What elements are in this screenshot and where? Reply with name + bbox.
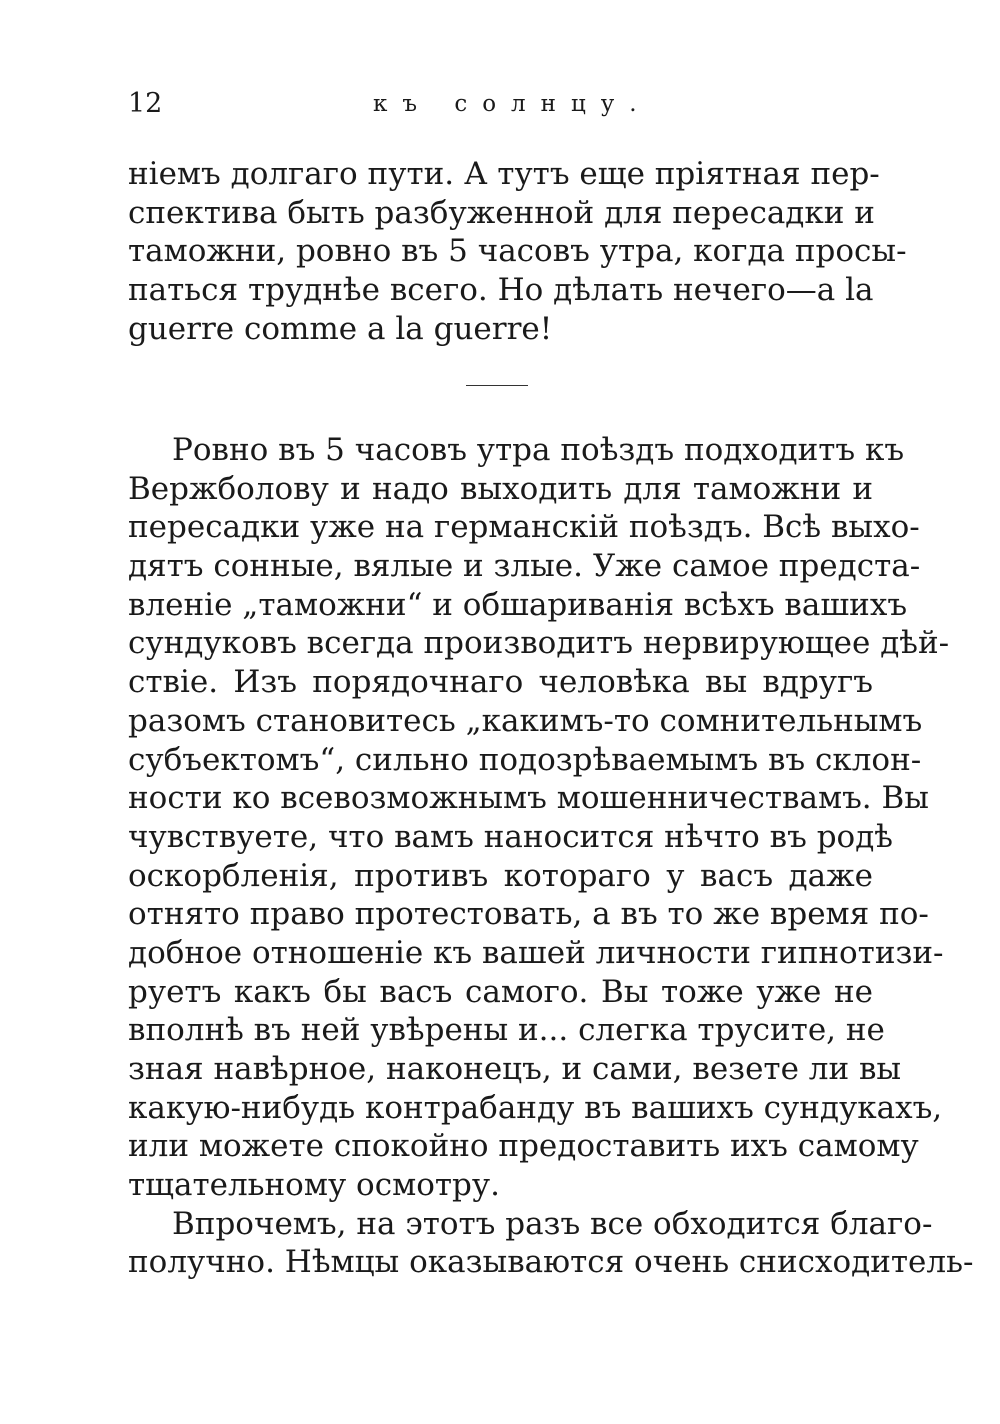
text-line: чувствуете, что вамъ наносится нѣчто въ родѣ <box>128 818 893 855</box>
text-line: дятъ сонные, вялые и злые. Уже самое предста- <box>128 548 921 585</box>
section-divider <box>466 385 528 386</box>
text-line: таможни, ровно въ 5 часовъ утра, когда просы- <box>128 233 907 270</box>
text-line: вполнѣ въ ней увѣрены и... слегка трусите, не <box>128 1012 885 1049</box>
paragraph-continued <box>128 155 907 348</box>
text-line: руетъ какъ бы васъ самого. Вы тоже уже не <box>128 973 873 1010</box>
text-line: отнято право протестовать, а въ то же время по- <box>128 896 929 933</box>
text-line: Вержболову и надо выходить для таможни и <box>128 470 873 507</box>
text-line: добное отношеніе къ вашей личности гипнотизи- <box>128 934 944 971</box>
page-number: 12 <box>128 88 163 119</box>
text-line: Впрочемъ, на этотъ разъ все обходится благо- <box>172 1205 933 1242</box>
text-line: зная навѣрное, наконецъ, и сами, везете ли вы <box>128 1051 902 1087</box>
text-line: оскорбленія, противъ котораго у васъ даже <box>128 857 873 894</box>
text-line: сундуковъ всегда производитъ нервирующее дѣй- <box>128 625 950 662</box>
running-title: къ солнцу. <box>373 91 652 117</box>
text-line: вленіе „таможни“ и обшариванія всѣхъ вашихъ <box>128 586 908 623</box>
text-line: ности ко всевозможнымъ мошенничествамъ. Вы <box>128 780 929 817</box>
text-line: ствіе. Изъ порядочнаго человѣка вы вдругъ <box>128 664 873 701</box>
text-line: субъектомъ“, сильно подозрѣваемымъ въ склон- <box>128 741 922 778</box>
text-line: какую-нибудь контрабанду въ вашихъ сундукахъ, <box>128 1089 943 1126</box>
text-line: Ровно въ 5 часовъ утра поѣздъ подходитъ къ <box>172 432 905 468</box>
text-line: ніемъ долгаго пути. А тутъ еще пріятная пер- <box>128 156 880 192</box>
text-line: получно. Нѣмцы оказываются очень снисходитель- <box>128 1244 974 1281</box>
running-head <box>128 84 873 124</box>
text-line: guerre comme a la guerre! <box>128 310 553 347</box>
text-line: тщательному осмотру. <box>128 1167 500 1204</box>
paragraph-customs <box>128 431 974 1282</box>
text-line: разомъ становитесь „какимъ-то сомнительнымъ <box>128 702 923 739</box>
text-line: или можете спокойно предоставить ихъ самому <box>128 1128 919 1165</box>
text-line: спектива быть разбуженной для пересадки и <box>128 194 875 231</box>
text-line: пересадки уже на германскій поѣздъ. Всѣ выхо- <box>128 509 920 546</box>
text-line: паться труднѣе всего. Но дѣлать нечего—а la <box>128 272 874 309</box>
